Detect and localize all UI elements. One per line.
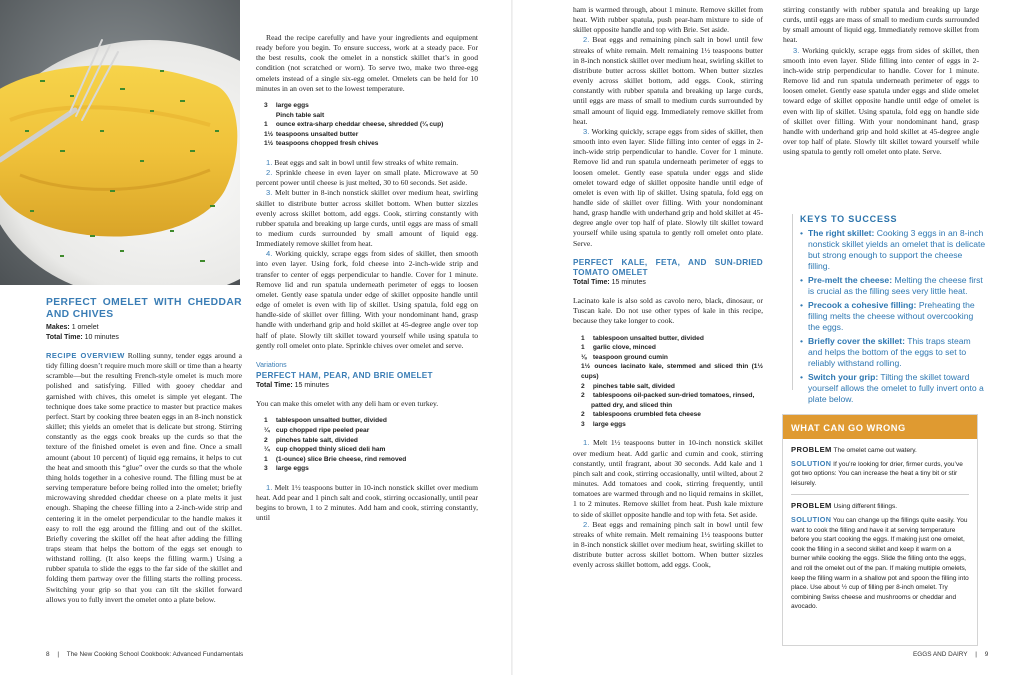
recipe-title: PERFECT OMELET WITH CHEDDAR AND CHIVES	[46, 297, 242, 320]
ingredient-item: ¼ cup chopped thinly sliced deli ham	[264, 446, 386, 454]
wrong-title: WHAT CAN GO WRONG	[783, 415, 977, 439]
ingredient-item: 2 pinches table salt, divided	[581, 382, 675, 390]
wrong-body	[783, 439, 977, 612]
list-item: • Briefly cover the skillet: This traps steam and helps the bottom of the eggs to set to reliably withstand rolling.	[800, 336, 986, 369]
footer-separator: |	[975, 651, 977, 658]
book-title: The New Cooking School Cookbook: Advanced Fundamentals	[66, 651, 244, 658]
step: 2. Sprinkle cheese in even layer on small plate. Microwave at 50 percent power until cheese is just melted, 30 to 60 seconds. Set aside.	[256, 168, 478, 188]
step-list	[256, 158, 478, 351]
right-footer	[913, 651, 988, 658]
ingredient-item: 1 tablespoon unsalted butter, divided	[581, 334, 704, 342]
keys-title: KEYS TO SUCCESS	[800, 214, 898, 224]
variation-continued: stirring constantly with rubber spatula and breaking up large curds, until eggs are mass of small to medium curds surrounded by small amount of liquid egg. Immediately remove skillet from heat.	[783, 5, 979, 45]
ingredient-item: 1½ ounces lacinato kale, stemmed and sliced thin (1½ cups)	[581, 363, 763, 380]
solution-1: SOLUTION If you’re looking for drier, firmer curds, you’ve got two options: You can increase the heat a tiny bit or stir leisurely.	[791, 458, 963, 487]
step: 1. Beat eggs and salt in bowl until few streaks of white remain.	[266, 157, 459, 167]
ingredient-item: 1 garlic clove, minced	[581, 344, 656, 352]
ingredient-item: 1½ teaspoons chopped fresh chives	[264, 140, 379, 148]
variation-intro: Lacinato kale is also sold as cavolo nero, black, dinosaur, or Tuscan kale. Do not use other types of kale in this recipe, because they take longer to cook.	[573, 296, 763, 326]
variations-label: Variations	[256, 361, 287, 369]
step: 2. Beat eggs and remaining pinch salt in bowl until few streaks of white remain. Melt remaining 1½ teaspoons butter in 8-inch nonstick skillet over medium heat, swirling skillet to distribute butter across skillet bottom. When butter sizzles evenly across skillet bottom, add eggs. Cook,	[573, 519, 763, 570]
overview-label: RECIPE OVERVIEW	[46, 351, 125, 360]
variation-title: PERFECT KALE, FETA, AND SUN-DRIED TOMATO OMELET	[573, 257, 763, 277]
what-can-go-wrong-box	[782, 414, 978, 646]
makes-value: 1 omelet	[71, 324, 99, 331]
step: 1. Melt 1½ teaspoons butter in 10-inch nonstick skillet over medium heat. Add garlic and cumin and cook, stirring constantly, until fragrant, about 30 seconds. Add kale and 1 pinch salt and cook, stirring occasionally, until wilted, about 2 minutes. Add tomatoes and cook, stirring frequently, until tomatoes are warmed through and no liquid remains in skillet, 1 to 2 minutes. Remove skillet from heat. Push kale mixture to side of skillet opposite handle and top with feta. Set aside.	[573, 438, 763, 519]
problem-1: PROBLEM The omelet came out watery.	[791, 445, 917, 454]
ingredient-list	[256, 101, 478, 149]
recipe-intro: Read the recipe carefully and have your ingredients and equipment ready before you begin. To ensure success, work at a steady pace. For the best results, cook the omelet in a nonstick skillet that’s in good condition (not scratched or worn). To serve two, make two three-egg omelets instead of a single six-egg omelet. Omelets can be held for 10 minutes in an oven set to the lowest temperature.	[256, 33, 478, 93]
ingredient-item: 3 large eggs	[264, 465, 309, 473]
ingredient-item: 1½ teaspoons unsalted butter	[264, 130, 359, 138]
variation-total-time: Total Time: 15 minutes	[573, 279, 646, 287]
variation-intro: You can make this omelet with any deli ham or even turkey.	[256, 399, 439, 409]
omelet-photo-illustration	[0, 0, 240, 285]
problem-2: PROBLEM Using different fillings.	[791, 501, 898, 511]
list-item: • Pre-melt the cheese: Melting the cheese first is crucial as the filling sees very little heat.	[800, 275, 986, 297]
page-number: 8	[46, 651, 50, 658]
step: 1. Melt 1½ teaspoons butter in 10-inch nonstick skillet over medium heat. Add pear and 1 pinch salt and cook, stirring occasionally, until pear begins to brown, 1 to 2 minutes. Add ham and cook, stirring constantly, until	[256, 482, 479, 523]
ingredient-item: 1 tablespoon unsalted butter, divided	[264, 417, 387, 425]
column-2	[256, 33, 478, 524]
ingredient-item: ⅛ teaspoon ground cumin	[581, 353, 668, 361]
variation-ham-pear-brie	[256, 361, 478, 524]
keys-list	[800, 228, 986, 405]
list-item: • The right skillet: Cooking 3 eggs in an 8-inch nonstick skillet yields an omelet that is delicate but strong enough to support the cheese filling.	[800, 228, 986, 272]
makes-line	[46, 323, 242, 333]
column-3	[573, 5, 763, 571]
ingredient-item: 3 large eggs	[264, 101, 309, 109]
footer-separator: |	[57, 651, 60, 658]
total-time-line	[46, 333, 242, 343]
omelet-photo	[0, 0, 240, 285]
step: 4. Working quickly, scrape eggs from sides of skillet, then smooth into even layer. Using fork, fold cheese into 2-inch-wide strip and transfer to center of eggs perpendicular to handle. Cover for 1 minute. Remove lid and run spatula underneath perimeter of eggs to loosen omelet. Gently ease spatula under edge of skillet opposite handle until edge of omelet is even with lip of skillet. Using spatula, fold egg on handle-side of skillet over filling. With your nondominant hand, grasp handle with underhand grip and hold skillet at 45-degree angle over top half of plate. Slowly tilt skillet toward yourself while using spatula to gently roll omelet onto plate. Sprinkle chives over omelet and serve.	[256, 249, 478, 350]
page-gutter	[511, 0, 513, 675]
list-item: • Switch your grip: Tilting the skillet toward yourself allows the omelet to fully invert onto a plate below.	[800, 372, 986, 405]
divider	[791, 494, 969, 495]
page-number: 9	[984, 651, 989, 658]
list-item: • Precook a cohesive filling: Preheating the filling melts the cheese without overcooking the eggs.	[800, 300, 986, 333]
solution-2: SOLUTION You can change up the fillings quite easily. You want to cook the filling and have it at serving temperature before you start cooking the eggs. If making just one omelet, cook the filling in a second skillet and keep it warm on a burner while cooking the eggs. Slide the filling onto the eggs, and roll the omelet out of the pan. If making multiple omelets, keep the filling warm in a shallow pot and spoon the filling into place. Use about ½ cup of filling per 8-inch omelet. Try combining Swiss cheese and mushrooms or cheddar and avocado.	[791, 514, 969, 611]
column-4	[783, 5, 979, 157]
ingredient-item: 2 pinches table salt, divided	[264, 436, 358, 444]
overview-text: Rolling sunny, tender eggs around a tidy filling doesn’t require much more skill or time than a hearty scramble—but the resulting French-style omelet is much more polished and satisfying. Filled with gooey cheddar and garnished with chives, this omelet is simple yet elegant. The technique does take some practice to master but practice makes perfect. Start by cooking three beaten eggs in an 8-inch nonstick skillet; this yields an omelet that is delicate but strong. Stirring constantly as the eggs cook breaks up the curds so that the texture of the finished omelet is even and fine. Once a small amount (about 10 percent) of liquid egg remains, it helps to cut the heat and smooth this “glue” over the curds so that the whole thing holds together in a cohesive round. The filling must be at serving temperature before being rolled into the omelet; briefly microwaving shredded cheddar cheese on a plate melts it just enough. Shaping the cheese filling into a 2-inch-wide strip and centering it in the omelet perpendicular to the handle makes it easy to roll the egg around the filling and out of the skillet. Briefly covering the skillet off the heat after adding the filling traps steam that helps the bottom of the eggs set enough to withstand rolling. (It also keeps the filling warm.) Using a rubber spatula to slide the eggs to the far side of the skillet and folding them partway over the filling starts the rolling process. Switching your grip so that you can tilt the skillet forward allows you to fully invert the omelet onto a plate below.	[46, 351, 242, 604]
ingredient-item: 1 ounce extra-sharp cheddar cheese, shredded (¼ cup)	[264, 121, 444, 129]
variation-continued: ham is warmed through, about 1 minute. Remove skillet from heat. With rubber spatula, push pear-ham mixture to side of skillet opposite handle and top with Brie. Set aside.	[573, 5, 763, 35]
recipe-sidebar	[46, 297, 242, 605]
variation-ingredient-list	[256, 416, 478, 474]
section-name: EGGS AND DAIRY	[913, 651, 968, 658]
step: 2. Beat eggs and remaining pinch salt in bowl until few streaks of white remain. Melt remaining 1½ teaspoons butter in 8-inch nonstick skillet over medium heat, swirling skillet to distribute butter across skillet bottom. When butter sizzles evenly across skillet bottom, add eggs. Cook, stirring constantly with rubber spatula and breaking up large curds, until eggs are mass of small to medium curds surrounded by small amount of liquid egg. Immediately remove skillet from heat.	[573, 35, 763, 126]
left-footer	[46, 651, 243, 658]
makes-label: Makes:	[46, 324, 70, 331]
keys-divider	[792, 214, 793, 390]
variation-ingredient-list	[573, 334, 763, 430]
keys-to-success	[800, 214, 986, 408]
total-time-value: 10 minutes	[84, 334, 119, 341]
ingredient-item: Pinch table salt	[275, 111, 325, 119]
recipe-overview	[46, 351, 242, 605]
ingredient-item: ¼ cup chopped ripe peeled pear	[264, 426, 370, 434]
variation-total-time: Total Time: 15 minutes	[256, 382, 329, 390]
step: 3. Melt butter in 8-inch nonstick skillet over medium heat, swirling skillet to distribute butter across skillet bottom. When butter sizzles evenly across skillet bottom, add eggs. Cook, stirring constantly with rubber spatula and breaking up large curds, until eggs are mass of small to medium curds surrounded by small amount of liquid egg. Immediately remove skillet from heat.	[256, 188, 478, 249]
variation-kale-feta	[573, 258, 763, 571]
ingredient-item: 3 large eggs	[581, 420, 626, 428]
step: 3. Working quickly, scrape eggs from sides of skillet, then smooth into even layer. Slide filling into center of eggs in 2-inch-wide strip perpendicular to handle. Cover for 1 minute. Remove lid and run spatula underneath perimeter of eggs to loosen omelet. Gently ease spatula under eggs and slide omelet toward edge of skillet opposite handle until edge of omelet is even with lip of skillet. Using spatula, fold egg on handle side of skillet over filling. With your nondominant hand, grasp handle with underhand grip and hold skillet at 45-degree angle over top half of plate. Slowly tilt skillet toward yourself while using spatula to gently roll omelet onto plate. Serve.	[573, 126, 764, 248]
total-time-label: Total Time:	[46, 334, 83, 341]
ingredient-item: 1 (1-ounce) slice Brie cheese, rind removed	[264, 455, 407, 463]
ingredient-item: 2 tablespoons crumbled feta cheese	[581, 411, 701, 419]
ingredient-item: 2 tablespoons oil-packed sun-dried tomatoes, rinsed, patted dry, and sliced thin	[581, 392, 755, 409]
step: 3. Working quickly, scrape eggs from sides of skillet, then smooth into even layer. Slide filling into center of eggs in 2-inch-wide strip perpendicular to handle. Cover for 1 minute. Remove lid and run spatula underneath perimeter of eggs to loosen omelet. Gently ease spatula under eggs and slide omelet toward edge of skillet opposite handle until edge of omelet is even with lip of skillet. Using spatula, fold egg on handle side of skillet over filling. With your nondominant hand, grasp handle with underhand grip and hold skillet at 45-degree angle over top half of plate. Slowly tilt skillet toward yourself while using spatula to gently roll omelet onto plate. Serve.	[783, 45, 979, 157]
variation-title: PERFECT HAM, PEAR, AND BRIE OMELET	[256, 371, 433, 381]
